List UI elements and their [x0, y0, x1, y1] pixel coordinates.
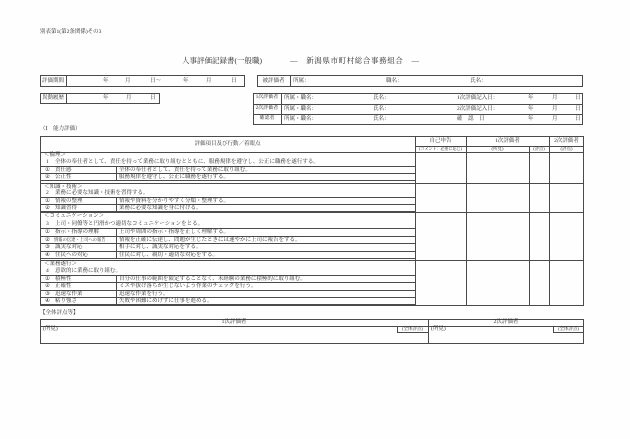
evaluator-dept-post-label: 所属・職名： — [284, 105, 318, 112]
item-name: 誠実な対応 — [55, 244, 83, 250]
section-category: ＜知識・技術＞ — [44, 183, 83, 190]
evaluator-role: 1次評価者 — [255, 95, 279, 100]
date-unit-month: 月 — [126, 95, 132, 101]
evaluator-name-label: 氏名： — [373, 105, 390, 112]
column-divider — [415, 136, 416, 306]
cell-divider — [116, 298, 117, 304]
item-description: 情報や資料を分かりやすく分類・整理する。 — [119, 198, 230, 205]
date-unit-month: 月 — [125, 78, 131, 84]
date-unit-year: 年 — [103, 78, 109, 84]
header-self-note: (コメント：必要に応じ) — [419, 146, 462, 151]
evaluation-item-row — [40, 173, 415, 181]
section-summary-row — [40, 190, 415, 197]
header-second-evaluator: 2次評価者 — [554, 138, 579, 144]
item-mark: ② — [45, 283, 50, 290]
evaluation-item-row — [40, 243, 415, 251]
evaluatee-dept-label: 所属： — [293, 78, 310, 84]
section-number: 3 — [46, 220, 49, 227]
date-unit-year: 年 — [528, 95, 534, 101]
item-mark: ③ — [45, 244, 50, 250]
date-unit-day: 日 — [575, 105, 581, 112]
header-first-evaluator: 1次評価者 — [495, 138, 520, 144]
evaluator-date-label: 確 認 日 — [457, 116, 485, 123]
item-description: 情報を正確に伝達し、問題が生じたときには速やかに上司に報告をする。 — [119, 236, 301, 243]
item-name: 指示・指導の理解 — [55, 229, 100, 235]
date-unit-day: 日 — [150, 95, 156, 101]
item-mark: ① — [45, 276, 50, 283]
cell-divider — [66, 93, 67, 104]
item-description: 全体の奉仕者として、責任を持って業務に取り組む。 — [119, 167, 251, 173]
item-mark: ③ — [45, 290, 50, 297]
header-second-score: (評点) — [560, 146, 573, 151]
section-summary-row — [40, 221, 415, 229]
overall-first-evaluator: 1次評価者 — [221, 319, 247, 325]
ability-section-label: （Ⅰ 能力評価） — [40, 126, 81, 132]
section-summary-row — [40, 159, 415, 166]
item-name: 積極性 — [55, 276, 72, 283]
evaluation-period-label: 評価期間 — [41, 78, 64, 84]
second-score-label: (全体評点) — [558, 326, 579, 331]
item-description: 自分の仕事の範囲を限定することなく、未経験の業務に積極的に取り組む。 — [119, 276, 306, 283]
item-mark: ② — [45, 236, 50, 243]
evaluation-item-row — [40, 166, 415, 173]
item-mark: ② — [45, 205, 50, 212]
date-unit-year: 年 — [103, 95, 109, 101]
evaluator-name-label: 氏名： — [373, 116, 390, 123]
evaluator-role: 2次評価者 — [255, 105, 279, 111]
item-description: 失敗や困難にめげずに仕事を進める。 — [119, 298, 213, 304]
first-opinion-label: (所見) — [43, 326, 58, 332]
date-unit-year: 年 — [183, 78, 189, 84]
cell-divider — [116, 205, 117, 211]
item-name: 迅速な作業 — [55, 290, 83, 297]
date-unit-day: 日 — [575, 116, 581, 123]
section-summary-row — [40, 268, 415, 275]
evaluator-date-label: 1次評価記入日： — [457, 95, 499, 101]
evaluatee-post-label: 職名： — [386, 78, 403, 84]
item-mark: ① — [45, 167, 50, 173]
evaluation-item-row — [40, 282, 415, 289]
header-items-label: 評価項目及び行動／着眼点 — [194, 141, 261, 147]
evaluation-item-row — [40, 197, 415, 204]
section-summary: 業務に必要な知識・技術を習得する。 — [55, 190, 149, 197]
evaluation-item-row — [40, 275, 415, 282]
item-name: 情報の伝達・上司への報告 — [54, 236, 106, 242]
header-first-opinion: (所見) — [491, 146, 504, 151]
cell-divider — [281, 93, 282, 125]
evaluation-period-box — [40, 75, 245, 87]
date-unit-month: 月 — [552, 105, 558, 112]
section-category: ＜倫理＞ — [44, 152, 67, 158]
history-label: 異動履歴 — [41, 95, 64, 101]
date-unit-day: 日～ — [150, 78, 162, 84]
date-unit-month: 月 — [206, 78, 212, 84]
evaluatee-name-label: 氏名： — [470, 78, 487, 84]
evaluator-dept-post-label: 所属・職名： — [284, 95, 318, 101]
date-unit-month: 月 — [552, 95, 558, 101]
header-self-assessment: 自己申告 — [429, 138, 452, 144]
section-category: ＜業務遂行＞ — [44, 260, 78, 267]
date-unit-year: 年 — [528, 105, 534, 112]
column-divider — [529, 146, 530, 306]
section-number: 4 — [46, 267, 49, 274]
evaluation-item-row — [40, 204, 415, 212]
column-divider — [549, 136, 550, 306]
item-name: 公正性 — [55, 174, 72, 180]
first-score-label: (全体評点) — [402, 326, 423, 331]
item-mark: ① — [45, 198, 50, 205]
evaluator-date-label: 2次評価記入日： — [457, 105, 499, 112]
item-description: ミスや抜け落ちが生じないよう作業のチェックを行う。 — [119, 283, 257, 290]
evaluation-item-row — [40, 251, 415, 259]
date-unit-day: 日 — [231, 78, 237, 84]
section-number: 2 — [46, 190, 49, 197]
evaluation-item-row — [40, 228, 415, 236]
item-description: 業務に必要な知識を身に付ける。 — [119, 205, 202, 212]
item-name: 情報の整理 — [55, 198, 83, 205]
section-summary: 意欲的に業務に取り組む。 — [55, 267, 122, 274]
cell-divider — [66, 75, 67, 87]
item-description: 住民に対し、親切・適切な対応をする。 — [119, 251, 219, 258]
evaluation-item-row — [40, 236, 415, 244]
item-name: 粘り強さ — [55, 298, 78, 304]
item-mark: ① — [45, 229, 50, 235]
item-name: 住民への対応 — [55, 251, 89, 258]
date-unit-year: 年 — [528, 116, 534, 123]
column-divider — [466, 136, 467, 306]
item-description: 服務規律を遵守し、公正に職務を遂行する。 — [119, 174, 230, 180]
item-mark: ④ — [45, 251, 50, 258]
organization-name: — 新潟県市町村総合事務組合 — — [290, 56, 420, 65]
evaluator-dept-post-label: 所属・職名： — [284, 116, 318, 123]
header-bottom-line — [40, 326, 584, 327]
date-unit-day: 日 — [575, 95, 581, 101]
second-opinion-label: (所見) — [431, 326, 446, 332]
overall-second-evaluator: 2次評価者 — [493, 319, 519, 325]
date-unit-month: 月 — [552, 116, 558, 123]
section-summary: 全体の奉仕者として、責任を持って業務に取り組むとともに、服務規律を遵守し、公正に職務を遂行する。 — [55, 159, 319, 165]
section-category: ＜コミュニケーション＞ — [44, 213, 105, 219]
cell-divider — [290, 75, 291, 87]
evaluator-role: 確認者 — [259, 116, 275, 122]
evaluation-item-row — [40, 290, 415, 297]
evaluator-name-label: 氏名： — [373, 95, 390, 101]
header-first-score: (評点) — [533, 146, 545, 151]
cell-divider — [116, 252, 117, 258]
item-name: 知識習得 — [55, 205, 78, 212]
section-summary: 上司・同僚等と円滑かつ適切なコミュニケーションをとる。 — [55, 220, 204, 227]
section-category-row — [40, 152, 415, 159]
evaluatee-label: 被評価者 — [262, 78, 285, 84]
item-description: 上司や周囲の指示・指導を正しく理解する。 — [119, 229, 230, 235]
item-description: 迅速な作業を行う。 — [119, 290, 169, 297]
item-mark: ② — [45, 174, 50, 180]
item-name: 責任感 — [55, 167, 72, 173]
cell-divider — [116, 174, 117, 180]
annex-label: 別表第1(第2条関係)その3 — [40, 29, 102, 35]
form-title: 人事評価記録書(一般職) — [182, 56, 262, 65]
section-category-row — [40, 261, 415, 268]
item-description: 相手に対し、誠実な対応をする。 — [119, 244, 202, 250]
overall-heading: 【全体評点等】 — [40, 310, 79, 316]
item-mark: ④ — [45, 298, 50, 304]
item-name: 正確性 — [55, 283, 72, 290]
section-category-row — [40, 213, 415, 221]
evaluation-item-row — [40, 297, 415, 305]
section-number: 1 — [46, 159, 49, 165]
